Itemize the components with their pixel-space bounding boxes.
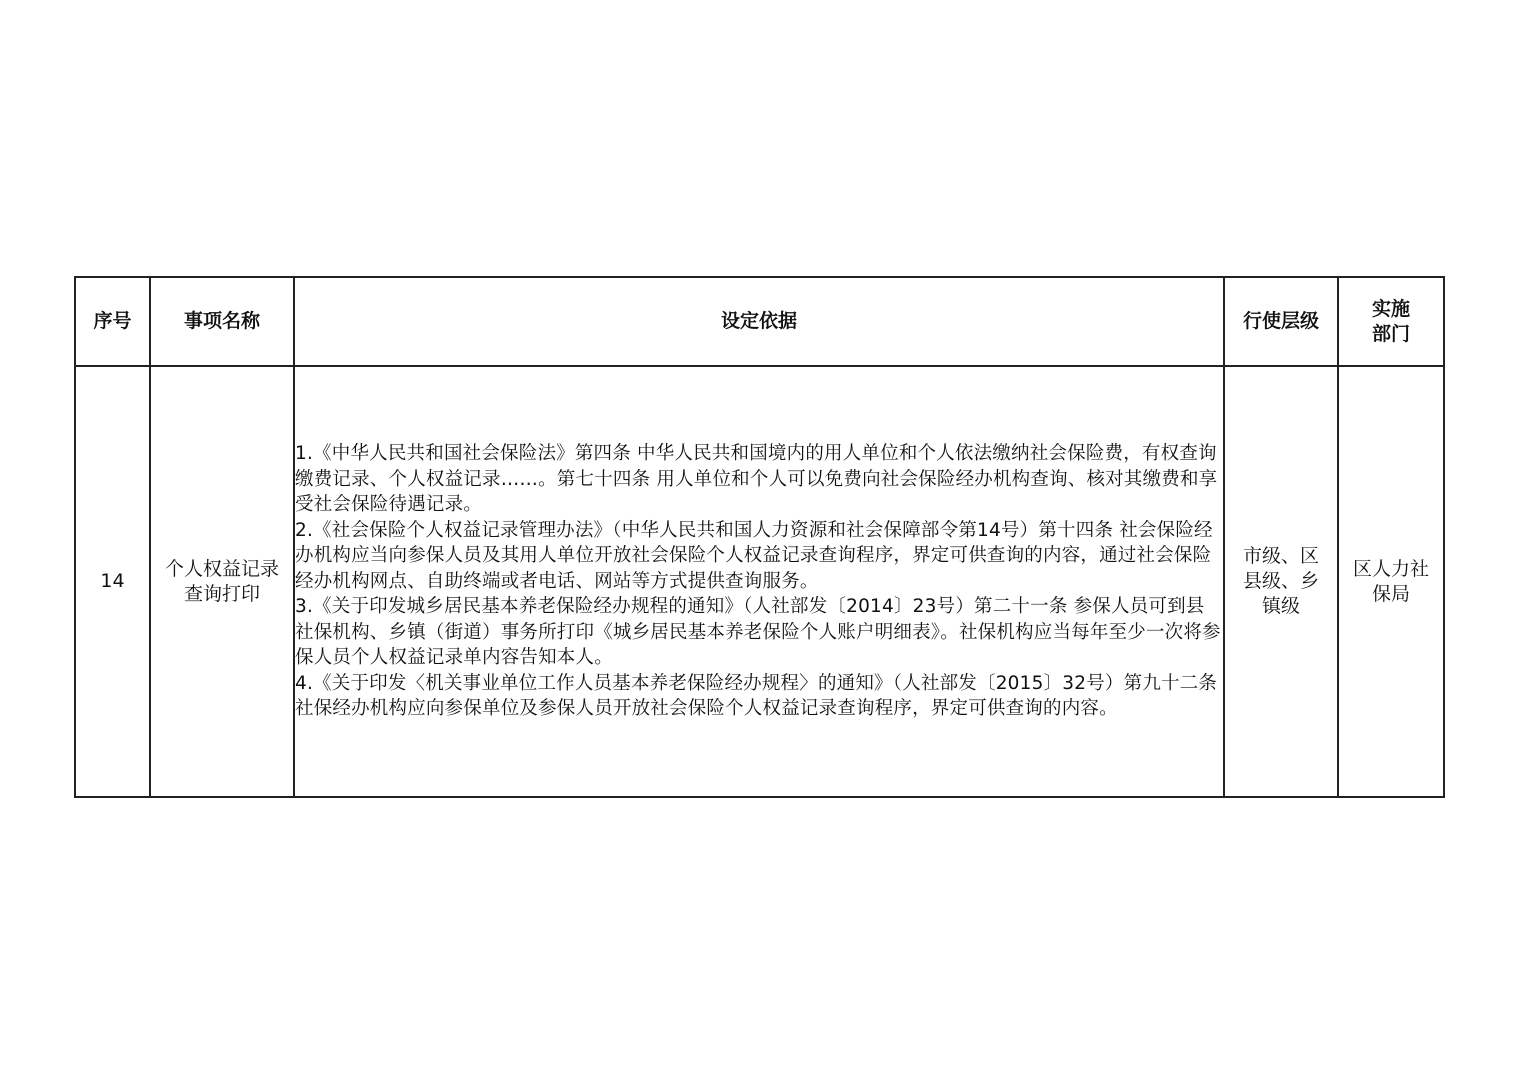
header-department — [1338, 277, 1444, 366]
header-serial-number — [75, 277, 150, 366]
level-line3: 镇级 — [1261, 595, 1300, 617]
basis-paragraph-2: 2.《社会保险个人权益记录管理办法》（中华人民共和国人力资源和社会保障部令第14号）第十四条 社会保险经办机构应当向参保人员及其用人单位开放社会保险个人权益记录查询程序，界定可供查询的内容，通过社会保险经办机构网点、自助终端或者电话、网站等方式提供查询服务。 — [295, 519, 1213, 592]
table-row — [75, 366, 1444, 797]
department-line2: 保局 — [1371, 582, 1410, 605]
basis-paragraph-3: 3.《关于印发城乡居民基本养老保险经办规程的通知》（人社部发〔2014〕23号）第二十一条 参保人员可到县社保机构、乡镇（街道）事务所打印《城乡居民基本养老保险个人账户明细表》。社保机构应当每年至少一次将参保人员个人权益记录单内容告知本人。 — [295, 596, 1221, 669]
cell-exercise-level — [1224, 366, 1338, 797]
level-line2: 县级、乡 — [1242, 570, 1319, 592]
header-exercise-level — [1224, 277, 1338, 366]
item-name-line1: 个人权益记录 — [164, 557, 279, 580]
cell-legal-basis — [294, 366, 1224, 797]
header-legal-basis — [294, 277, 1224, 366]
table-header-row — [75, 277, 1444, 366]
item-name-line2: 查询打印 — [183, 582, 260, 605]
cell-serial-number — [75, 366, 150, 797]
header-department-label-line2: 部门 — [1371, 322, 1410, 345]
header-department-label-line1: 实施 — [1371, 297, 1410, 320]
serial-number-value: 14 — [100, 570, 125, 592]
items-table — [74, 276, 1445, 798]
department-line1: 区人力社 — [1352, 557, 1429, 580]
header-item-name — [150, 277, 294, 366]
header-item-name-label: 事项名称 — [183, 310, 260, 332]
cell-department — [1338, 366, 1444, 797]
header-serial-number-label: 序号 — [93, 310, 132, 332]
header-exercise-level-label: 行使层级 — [1242, 310, 1319, 332]
basis-paragraph-1: 1.《中华人民共和国社会保险法》第四条 中华人民共和国境内的用人单位和个人依法缴纳社会保险费，有权查询缴费记录、个人权益记录……。第七十四条 用人单位和个人可以免费向社会保险经办机构查询、核对其缴费和享受社会保险待遇记录。 — [295, 443, 1218, 516]
cell-item-name — [150, 366, 294, 797]
level-line1: 市级、区 — [1242, 545, 1319, 567]
header-legal-basis-label: 设定依据 — [720, 310, 797, 332]
basis-paragraph-4: 4.《关于印发〈机关事业单位工作人员基本养老保险经办规程〉的通知》（人社部发〔2015〕32号）第九十二条 社保经办机构应向参保单位及参保人员开放社会保险个人权益记录查询程序，界定可供查询的内容。 — [295, 672, 1218, 720]
